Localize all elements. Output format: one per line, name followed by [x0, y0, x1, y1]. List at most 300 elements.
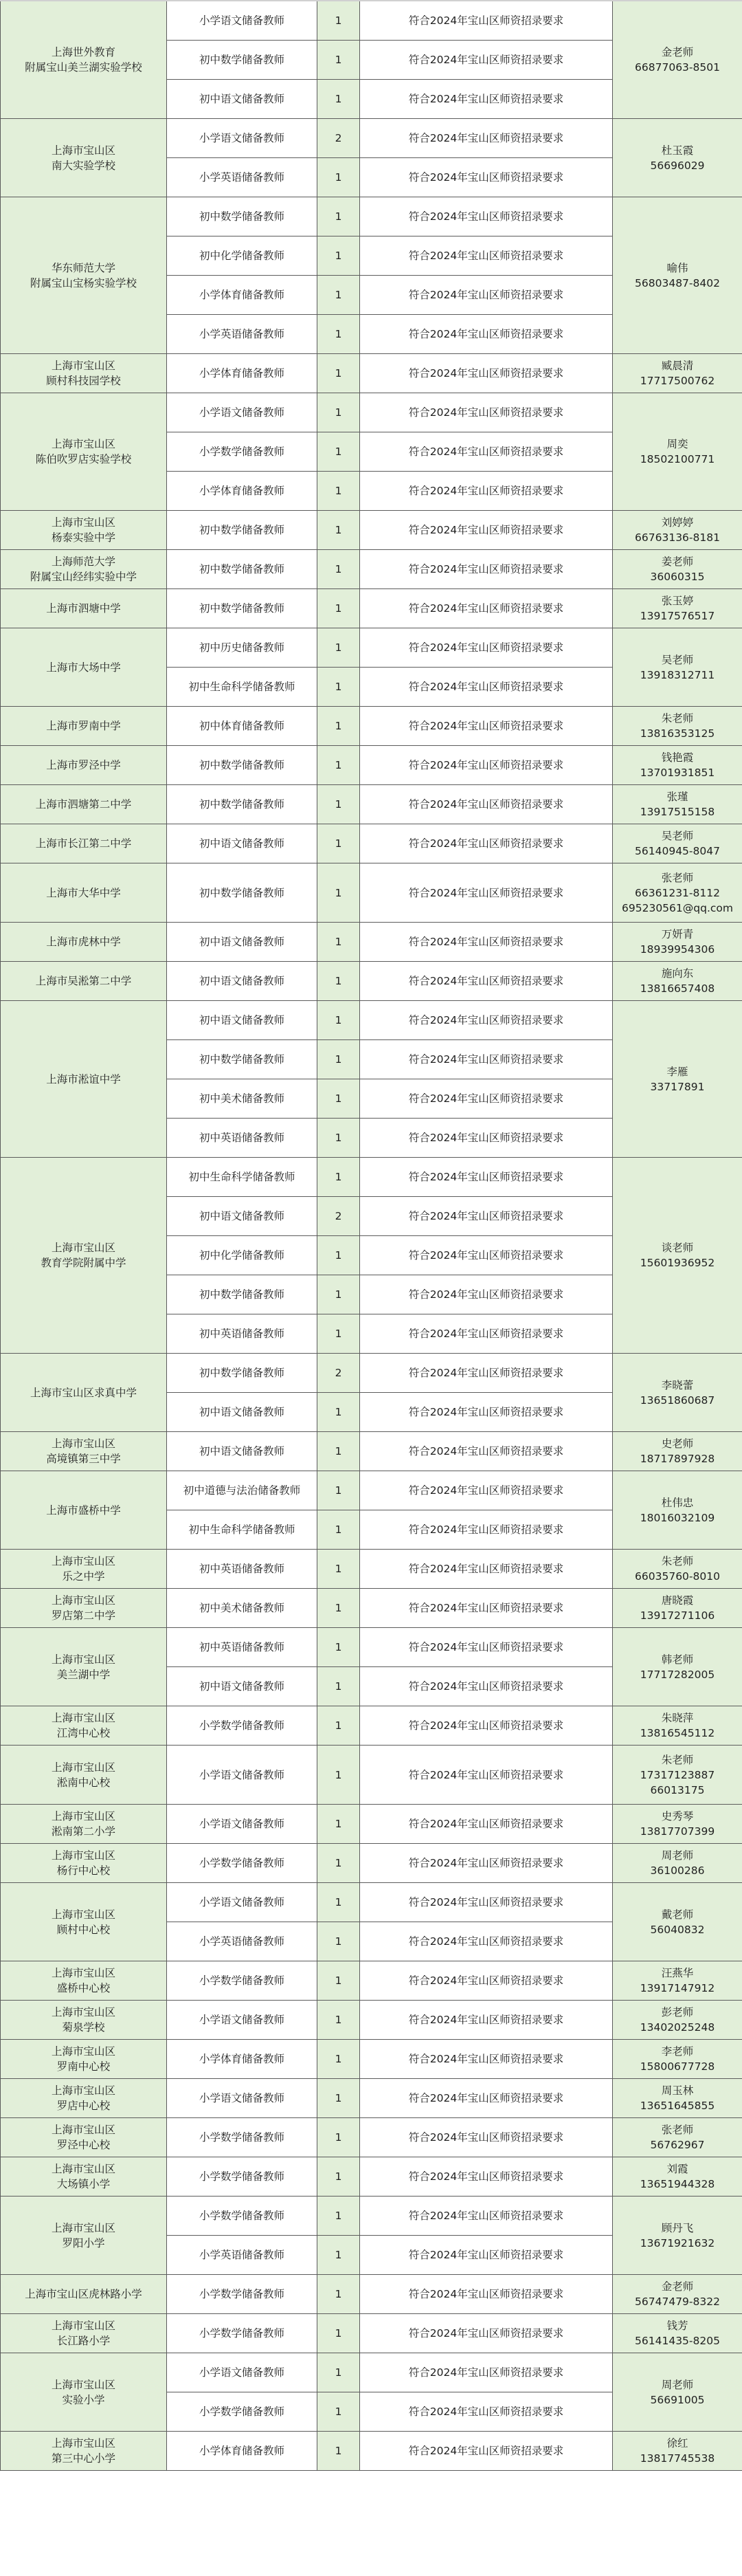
requirement-cell: 符合2024年宝山区师资招录要求: [360, 1589, 613, 1628]
requirement-cell: 符合2024年宝山区师资招录要求: [360, 80, 613, 119]
table-row: [1, 2157, 742, 2197]
post-count-cell: 1: [317, 197, 360, 236]
contact-detail: 13651944328: [640, 2178, 715, 2190]
school-name-cell: [1, 1961, 167, 2001]
table-row: [1, 2001, 742, 2040]
table-row: [1, 511, 742, 550]
requirement-cell: 符合2024年宝山区师资招录要求: [360, 1236, 613, 1275]
school-name-line: 上海市宝山区: [51, 2437, 115, 2450]
contact-name: 杜伟忠: [661, 1496, 694, 1509]
post-count-cell: 1: [317, 1550, 360, 1589]
post-title-cell: 初中数学储备教师: [167, 511, 317, 550]
table-row: [1, 354, 742, 393]
requirement-cell: 符合2024年宝山区师资招录要求: [360, 1001, 613, 1040]
contact-name: 周玉林: [661, 2084, 694, 2097]
school-name-cell: [1, 707, 167, 746]
school-name-line: 上海市宝山区: [51, 1967, 115, 1979]
post-count-cell: 1: [317, 276, 360, 315]
contact-detail: 17717500762: [640, 375, 715, 387]
contact-name: 唐晓霞: [661, 1594, 694, 1607]
school-name-cell: [1, 2040, 167, 2079]
requirement-cell: 符合2024年宝山区师资招录要求: [360, 1510, 613, 1550]
post-title-cell: 初中数学储备教师: [167, 550, 317, 589]
requirement-cell: 符合2024年宝山区师资招录要求: [360, 1706, 613, 1746]
contact-detail: 66877063-8501: [635, 61, 720, 74]
requirement-cell: 符合2024年宝山区师资招录要求: [360, 824, 613, 863]
school-name-line: 上海市宝山区: [51, 1712, 115, 1724]
requirement-cell: 符合2024年宝山区师资招录要求: [360, 2353, 613, 2392]
post-count-cell: 1: [317, 2314, 360, 2353]
post-title-cell: 初中英语储备教师: [167, 1550, 317, 1589]
school-name-cell: [1, 119, 167, 197]
post-title-cell: 小学数学储备教师: [167, 2118, 317, 2157]
post-title-cell: 小学英语储备教师: [167, 1922, 317, 1961]
requirement-cell: 符合2024年宝山区师资招录要求: [360, 1961, 613, 2001]
post-title-cell: 小学数学储备教师: [167, 2314, 317, 2353]
requirement-cell: 符合2024年宝山区师资招录要求: [360, 1040, 613, 1079]
school-name-line: 上海市宝山区: [51, 2163, 115, 2175]
requirement-cell: 符合2024年宝山区师资招录要求: [360, 2432, 613, 2471]
school-name-cell: [1, 2079, 167, 2118]
contact-cell: [613, 354, 742, 393]
contact-cell: [613, 1628, 742, 1706]
requirement-cell: 符合2024年宝山区师资招录要求: [360, 2118, 613, 2157]
post-title-cell: 小学数学储备教师: [167, 2275, 317, 2314]
school-name-cell: [1, 550, 167, 589]
contact-cell: [613, 2001, 742, 2040]
post-title-cell: 初中语文储备教师: [167, 923, 317, 962]
school-name-line: 大场镇小学: [56, 2178, 111, 2190]
post-count-cell: 1: [317, 2392, 360, 2432]
contact-cell: [613, 1805, 742, 1844]
post-title-cell: 小学语文储备教师: [167, 2001, 317, 2040]
requirement-cell: 符合2024年宝山区师资招录要求: [360, 1158, 613, 1197]
contact-detail: 13402025248: [640, 2021, 715, 2034]
school-name-line: 上海市吴淞第二中学: [35, 975, 132, 987]
requirement-cell: 符合2024年宝山区师资招录要求: [360, 1079, 613, 1119]
requirement-cell: 符合2024年宝山区师资招录要求: [360, 589, 613, 628]
post-title-cell: 小学英语储备教师: [167, 2236, 317, 2275]
contact-name: 吴老师: [661, 653, 694, 666]
post-title-cell: 初中道德与法治储备教师: [167, 1471, 317, 1510]
school-name-cell: [1, 393, 167, 511]
requirement-cell: 符合2024年宝山区师资招录要求: [360, 1197, 613, 1236]
requirement-cell: 符合2024年宝山区师资招录要求: [360, 511, 613, 550]
contact-name: 汪燕华: [661, 1967, 694, 1979]
school-name-cell: [1, 2432, 167, 2471]
contact-cell: [613, 2040, 742, 2079]
requirement-cell: 符合2024年宝山区师资招录要求: [360, 2275, 613, 2314]
requirement-cell: 符合2024年宝山区师资招录要求: [360, 1119, 613, 1158]
post-title-cell: 小学语文储备教师: [167, 393, 317, 432]
school-name-line: 淞南第二小学: [51, 1825, 115, 1838]
requirement-cell: 符合2024年宝山区师资招录要求: [360, 2392, 613, 2432]
contact-cell: [613, 1354, 742, 1432]
post-count-cell: 1: [317, 2157, 360, 2197]
contact-detail: 695230561@qq.com: [622, 901, 733, 914]
contact-name: 朱晓萍: [661, 1712, 694, 1724]
table-row: [1, 1883, 742, 1922]
school-name-line: 罗店第二中学: [51, 1609, 115, 1622]
contact-detail: 13817707399: [640, 1825, 715, 1838]
contact-name: 张玉婷: [661, 595, 694, 607]
requirement-cell: 符合2024年宝山区师资招录要求: [360, 746, 613, 785]
school-name-line: 上海市大场中学: [46, 661, 121, 674]
requirement-cell: 符合2024年宝山区师资招录要求: [360, 668, 613, 707]
requirement-cell: 符合2024年宝山区师资招录要求: [360, 354, 613, 393]
contact-name: 施向东: [661, 967, 694, 980]
school-name-line: 上海市宝山区: [51, 2124, 115, 2136]
school-name-line: 上海市罗南中学: [46, 720, 121, 732]
post-title-cell: 小学数学储备教师: [167, 2157, 317, 2197]
contact-cell: [613, 589, 742, 628]
post-title-cell: 小学英语储备教师: [167, 158, 317, 197]
school-name-line: 上海市宝山区: [51, 516, 115, 529]
contact-detail: 66035760-8010: [635, 1570, 720, 1583]
contact-cell: [613, 550, 742, 589]
contact-name: 朱老师: [661, 712, 694, 725]
table-row: [1, 2197, 742, 2236]
requirement-cell: 符合2024年宝山区师资招录要求: [360, 707, 613, 746]
contact-name: 李老师: [661, 2045, 694, 2058]
requirement-cell: 符合2024年宝山区师资招录要求: [360, 923, 613, 962]
table-row: [1, 393, 742, 432]
post-count-cell: 1: [317, 1706, 360, 1746]
school-name-line: 上海市宝山区: [51, 1438, 115, 1450]
school-name-cell: [1, 1432, 167, 1471]
table-row: [1, 824, 742, 863]
post-count-cell: 1: [317, 2432, 360, 2471]
requirement-cell: 符合2024年宝山区师资招录要求: [360, 1844, 613, 1883]
post-title-cell: 小学体育储备教师: [167, 472, 317, 511]
post-title-cell: 小学数学储备教师: [167, 432, 317, 472]
contact-detail: 13651860687: [640, 1394, 715, 1407]
requirement-cell: 符合2024年宝山区师资招录要求: [360, 785, 613, 824]
contact-detail: 18502100771: [640, 453, 715, 465]
contact-cell: [613, 1883, 742, 1961]
contact-detail: 56141435-8205: [635, 2335, 720, 2347]
contact-detail: 56762967: [650, 2139, 705, 2151]
contact-detail: 66763136-8181: [635, 531, 720, 544]
post-count-cell: 1: [317, 2079, 360, 2118]
school-name-cell: [1, 2001, 167, 2040]
contact-name: 朱老师: [661, 1555, 694, 1567]
requirement-cell: 符合2024年宝山区师资招录要求: [360, 158, 613, 197]
school-name-cell: [1, 2197, 167, 2275]
post-title-cell: 初中语文储备教师: [167, 80, 317, 119]
school-name-line: 上海市宝山区: [51, 1555, 115, 1567]
table-row: [1, 1961, 742, 2001]
school-name-line: 上海市宝山区: [51, 2045, 115, 2058]
post-count-cell: 1: [317, 2040, 360, 2079]
requirement-cell: 符合2024年宝山区师资招录要求: [360, 1275, 613, 1314]
post-count-cell: 1: [317, 511, 360, 550]
contact-name: 刘婷婷: [661, 516, 694, 529]
contact-name: 周奕: [666, 438, 688, 450]
recruitment-table-body: [1, 1, 742, 2471]
school-name-line: 杨泰实验中学: [51, 531, 115, 544]
post-title-cell: 初中语文储备教师: [167, 1667, 317, 1706]
contact-detail: 13816657408: [640, 982, 715, 995]
post-count-cell: 1: [317, 668, 360, 707]
school-name-line: 顾村中心校: [56, 1923, 111, 1936]
post-title-cell: 小学数学储备教师: [167, 2392, 317, 2432]
contact-cell: [613, 2314, 742, 2353]
post-count-cell: 1: [317, 1, 360, 41]
post-count-cell: 1: [317, 2001, 360, 2040]
contact-name: 彭老师: [661, 2006, 694, 2018]
post-count-cell: 1: [317, 1314, 360, 1354]
post-title-cell: 初中英语储备教师: [167, 1119, 317, 1158]
school-name-cell: [1, 2314, 167, 2353]
contact-detail: 33717891: [650, 1080, 705, 1093]
post-count-cell: 1: [317, 2236, 360, 2275]
requirement-cell: 符合2024年宝山区师资招录要求: [360, 276, 613, 315]
post-count-cell: 1: [317, 923, 360, 962]
post-count-cell: 1: [317, 962, 360, 1001]
school-name-line: 华东师范大学: [51, 261, 115, 274]
contact-name: 顾丹飞: [661, 2221, 694, 2234]
contact-cell: [613, 628, 742, 707]
contact-detail: 13917576517: [640, 610, 715, 622]
contact-cell: [613, 1589, 742, 1628]
school-name-line: 上海市宝山区: [51, 144, 115, 157]
school-name-line: 上海市宝山区: [51, 438, 115, 450]
contact-detail: 13917147912: [640, 1982, 715, 1994]
post-title-cell: 初中数学储备教师: [167, 1354, 317, 1393]
school-name-line: 上海市宝山区: [51, 2378, 115, 2391]
contact-detail: 56696029: [650, 159, 705, 172]
school-name-line: 盛桥中心校: [56, 1982, 111, 1994]
school-name-line: 长江路小学: [56, 2335, 111, 2347]
post-title-cell: 初中语文储备教师: [167, 962, 317, 1001]
school-name-line: 淞南中心校: [56, 1776, 111, 1789]
post-title-cell: 小学数学储备教师: [167, 1844, 317, 1883]
contact-detail: 18717897928: [640, 1453, 715, 1465]
contact-detail: 56691005: [650, 2393, 705, 2406]
requirement-cell: 符合2024年宝山区师资招录要求: [360, 2040, 613, 2079]
school-name-line: 上海市宝山区: [51, 2084, 115, 2097]
requirement-cell: 符合2024年宝山区师资招录要求: [360, 2314, 613, 2353]
contact-detail: 18939954306: [640, 943, 715, 956]
post-count-cell: 1: [317, 628, 360, 668]
table-row: [1, 1706, 742, 1746]
contact-cell: [613, 119, 742, 197]
requirement-cell: 符合2024年宝山区师资招录要求: [360, 2197, 613, 2236]
post-title-cell: 初中语文储备教师: [167, 824, 317, 863]
contact-name: 李雁: [666, 1065, 688, 1078]
post-title-cell: 初中化学储备教师: [167, 236, 317, 276]
requirement-cell: 符合2024年宝山区师资招录要求: [360, 2001, 613, 2040]
school-name-line: 罗南中心校: [56, 2060, 111, 2073]
contact-detail: 36100286: [650, 1864, 705, 1877]
contact-detail: 56747479-8322: [635, 2296, 720, 2308]
school-name-line: 附属宝山经纬实验中学: [30, 571, 137, 583]
school-name-line: 上海市宝山区求真中学: [30, 1386, 137, 1399]
contact-detail: 13671921632: [640, 2236, 715, 2249]
post-title-cell: 小学语文储备教师: [167, 2079, 317, 2118]
post-count-cell: 1: [317, 550, 360, 589]
school-name-line: 江湾中心校: [56, 1727, 111, 1739]
contact-detail: 66013175: [650, 1783, 705, 1796]
post-title-cell: 初中数学储备教师: [167, 1275, 317, 1314]
contact-cell: [613, 2157, 742, 2197]
table-row: [1, 1001, 742, 1040]
contact-cell: [613, 707, 742, 746]
school-name-line: 上海市虎林中学: [46, 936, 121, 948]
requirement-cell: 符合2024年宝山区师资招录要求: [360, 1354, 613, 1393]
table-row: [1, 962, 742, 1001]
requirement-cell: 符合2024年宝山区师资招录要求: [360, 1, 613, 41]
school-name-line: 罗店中心校: [56, 2100, 111, 2112]
post-count-cell: 1: [317, 707, 360, 746]
table-row: [1, 1432, 742, 1471]
post-title-cell: 初中历史储备教师: [167, 628, 317, 668]
school-name-line: 教育学院附属中学: [41, 1257, 126, 1269]
contact-name: 周老师: [661, 2378, 694, 2391]
school-name-cell: [1, 1706, 167, 1746]
contact-cell: [613, 962, 742, 1001]
contact-name: 周老师: [661, 1849, 694, 1862]
school-name-cell: [1, 785, 167, 824]
requirement-cell: 符合2024年宝山区师资招录要求: [360, 119, 613, 158]
post-count-cell: 2: [317, 1197, 360, 1236]
school-name-cell: [1, 2353, 167, 2432]
table-row: [1, 1844, 742, 1883]
contact-detail: 13917515158: [640, 806, 715, 818]
school-name-cell: [1, 1805, 167, 1844]
post-title-cell: 初中数学储备教师: [167, 746, 317, 785]
requirement-cell: 符合2024年宝山区师资招录要求: [360, 1667, 613, 1706]
requirement-cell: 符合2024年宝山区师资招录要求: [360, 1550, 613, 1589]
post-count-cell: 2: [317, 119, 360, 158]
requirement-cell: 符合2024年宝山区师资招录要求: [360, 2157, 613, 2197]
post-title-cell: 初中数学储备教师: [167, 197, 317, 236]
table-row: [1, 1354, 742, 1393]
requirement-cell: 符合2024年宝山区师资招录要求: [360, 197, 613, 236]
requirement-cell: 符合2024年宝山区师资招录要求: [360, 2079, 613, 2118]
contact-cell: [613, 785, 742, 824]
school-name-cell: [1, 2275, 167, 2314]
requirement-cell: 符合2024年宝山区师资招录要求: [360, 2236, 613, 2275]
contact-name: 张老师: [661, 2124, 694, 2136]
school-name-cell: [1, 1746, 167, 1805]
school-name-line: 上海市泗塘中学: [46, 602, 121, 615]
contact-name: 徐红: [666, 2437, 688, 2450]
table-row: [1, 550, 742, 589]
contact-detail: 13816353125: [640, 727, 715, 740]
contact-detail: 17317123887: [640, 1768, 715, 1781]
post-count-cell: 1: [317, 1079, 360, 1119]
school-name-cell: [1, 1354, 167, 1432]
requirement-cell: 符合2024年宝山区师资招录要求: [360, 1746, 613, 1805]
table-row: [1, 2118, 742, 2157]
school-name-cell: [1, 197, 167, 354]
school-name-cell: [1, 589, 167, 628]
school-name-line: 上海市宝山区: [51, 1761, 115, 1774]
contact-name: 史秀琴: [661, 1810, 694, 1823]
school-name-line: 上海市宝山区: [51, 2320, 115, 2332]
school-name-line: 顾村科技园学校: [46, 375, 121, 387]
school-name-cell: [1, 1550, 167, 1589]
contact-cell: [613, 1746, 742, 1805]
post-title-cell: 初中数学储备教师: [167, 589, 317, 628]
post-title-cell: 初中语文储备教师: [167, 1432, 317, 1471]
contact-name: 姜老师: [661, 555, 694, 568]
post-title-cell: 初中数学储备教师: [167, 785, 317, 824]
table-row: [1, 628, 742, 668]
post-count-cell: 2: [317, 1354, 360, 1393]
post-count-cell: 1: [317, 315, 360, 354]
post-count-cell: 1: [317, 1393, 360, 1432]
post-count-cell: 1: [317, 589, 360, 628]
contact-cell: [613, 2353, 742, 2432]
school-name-cell: [1, 354, 167, 393]
school-name-line: 菊泉学校: [62, 2021, 105, 2034]
post-count-cell: 1: [317, 1119, 360, 1158]
post-title-cell: 小学语文储备教师: [167, 2353, 317, 2392]
post-title-cell: 初中语文储备教师: [167, 1393, 317, 1432]
contact-detail: 66361231-8112: [635, 886, 720, 899]
post-count-cell: 1: [317, 1746, 360, 1805]
school-name-line: 上海市泗塘第二中学: [35, 798, 132, 811]
school-name-line: 上海市长江第二中学: [35, 837, 132, 850]
post-title-cell: 小学语文储备教师: [167, 1805, 317, 1844]
post-count-cell: 1: [317, 1275, 360, 1314]
post-title-cell: 小学英语储备教师: [167, 315, 317, 354]
contact-name: 杜玉霞: [661, 144, 694, 157]
contact-detail: 13651645855: [640, 2100, 715, 2112]
school-name-line: 上海市宝山区: [51, 360, 115, 372]
school-name-cell: [1, 1471, 167, 1550]
contact-cell: [613, 923, 742, 962]
contact-detail: 56140945-8047: [635, 845, 720, 857]
contact-name: 韩老师: [661, 1653, 694, 1666]
contact-cell: [613, 1432, 742, 1471]
post-count-cell: 1: [317, 1471, 360, 1510]
school-name-line: 上海市大华中学: [46, 886, 121, 899]
contact-detail: 56803487-8402: [635, 276, 720, 289]
contact-name: 张瑾: [666, 791, 688, 803]
table-row: [1, 2353, 742, 2392]
post-count-cell: 1: [317, 1158, 360, 1197]
school-name-line: 上海市宝山区: [51, 1242, 115, 1254]
contact-detail: 13918312711: [640, 668, 715, 681]
school-name-cell: [1, 1589, 167, 1628]
post-count-cell: 1: [317, 354, 360, 393]
school-name-line: 上海市淞谊中学: [46, 1072, 121, 1086]
contact-cell: [613, 393, 742, 511]
contact-cell: [613, 863, 742, 923]
post-count-cell: 1: [317, 1844, 360, 1883]
school-name-line: 杨行中心校: [56, 1864, 111, 1877]
post-title-cell: 初中数学储备教师: [167, 41, 317, 80]
table-row: [1, 746, 742, 785]
contact-cell: [613, 1158, 742, 1354]
post-count-cell: 1: [317, 236, 360, 276]
contact-name: 钱芳: [666, 2320, 688, 2332]
school-name-line: 上海市宝山区虎林路小学: [25, 2288, 142, 2300]
table-row: [1, 1550, 742, 1589]
requirement-cell: 符合2024年宝山区师资招录要求: [360, 1432, 613, 1471]
table-row: [1, 1746, 742, 1805]
requirement-cell: 符合2024年宝山区师资招录要求: [360, 472, 613, 511]
school-name-cell: [1, 628, 167, 707]
post-count-cell: 1: [317, 1001, 360, 1040]
post-count-cell: 1: [317, 1589, 360, 1628]
school-name-cell: [1, 2118, 167, 2157]
school-name-line: 附属宝山美兰湖实验学校: [25, 61, 142, 74]
